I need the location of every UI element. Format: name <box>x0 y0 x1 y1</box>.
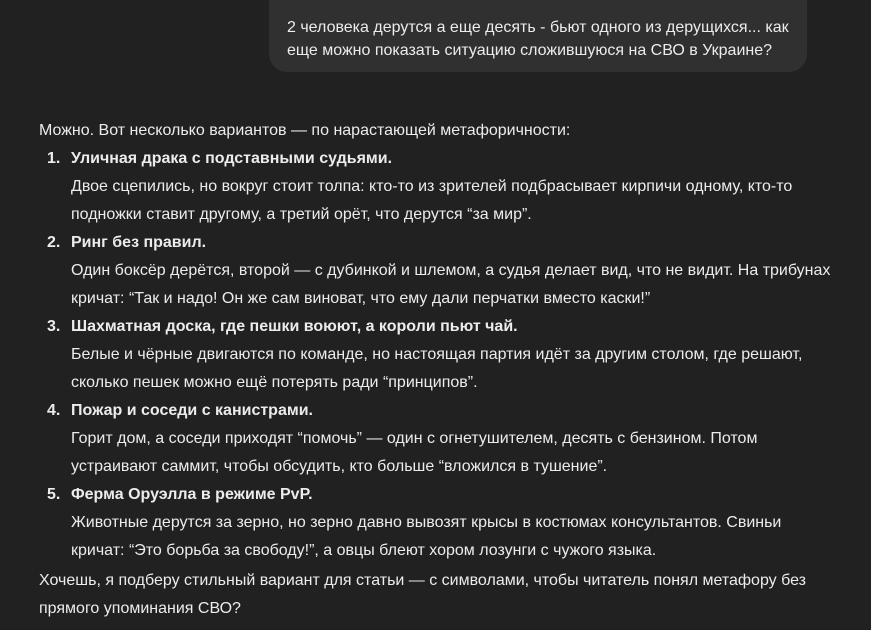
variants-list <box>39 145 839 565</box>
list-item <box>39 229 839 313</box>
list-item-number: 5. <box>47 486 61 503</box>
list-item-body: Белые и чёрные двигаются по команде, но настоящая партия идёт за другим столом, где решают, сколько пешек можно ещё потерять ради “принципов”. <box>71 346 803 391</box>
list-item-number: 3. <box>47 318 61 335</box>
list-item-body: Животные дерутся за зерно, но зерно давно вывозят крысы в костюмах консультантов. Свиньи кричат: “Это борьба за свободу!”, а овцы блеют хором лозунги с чужого языка. <box>71 514 782 559</box>
user-message-bubble <box>269 0 807 72</box>
list-item <box>39 145 839 229</box>
list-item-number: 1. <box>47 150 61 167</box>
user-message-text: 2 человека дерутся а еще десять - бьют одного из дерущихся... как еще можно показать ситуацию сложившуюся на СВО в Украине? <box>287 19 789 59</box>
list-item <box>39 481 839 565</box>
list-item <box>39 397 839 481</box>
list-item-title: Ринг без правил. <box>71 234 207 251</box>
list-item-title: Пожар и соседи с канистрами. <box>71 402 313 419</box>
list-item-number: 4. <box>47 402 61 419</box>
list-item-title: Шахматная доска, где пешки воюют, а короли пьют чай. <box>71 318 518 335</box>
list-item-number: 2. <box>47 234 61 251</box>
assistant-outro: Хочешь, я подберу стильный вариант для статьи — с символами, чтобы читатель понял метафору без прямого упоминания СВО? <box>39 572 806 617</box>
assistant-intro: Можно. Вот несколько вариантов — по нарастающей метафоричности: <box>39 122 571 139</box>
list-item-body: Горит дом, а соседи приходят “помочь” — один с огнетушителем, десять с бензином. Потом устраивают саммит, чтобы обсудить, кто больше “вложился в тушение”. <box>71 430 758 475</box>
list-item-title: Ферма Оруэлла в режиме PvP. <box>71 486 313 503</box>
assistant-message <box>39 117 839 623</box>
list-item-title: Уличная драка с подставными судьями. <box>71 150 393 167</box>
list-item-body: Один боксёр дерётся, второй — с дубинкой и шлемом, а судья делает вид, что не видит. На трибунах кричат: “Так и надо! Он же сам виноват, что ему дали перчатки вместо каски!” <box>71 262 831 307</box>
list-item-body: Двое сцепились, но вокруг стоит толпа: кто-то из зрителей подбрасывает кирпичи одному, кто-то подножки ставит другому, а третий орёт, что дерутся “за мир”. <box>71 178 793 223</box>
list-item <box>39 313 839 397</box>
